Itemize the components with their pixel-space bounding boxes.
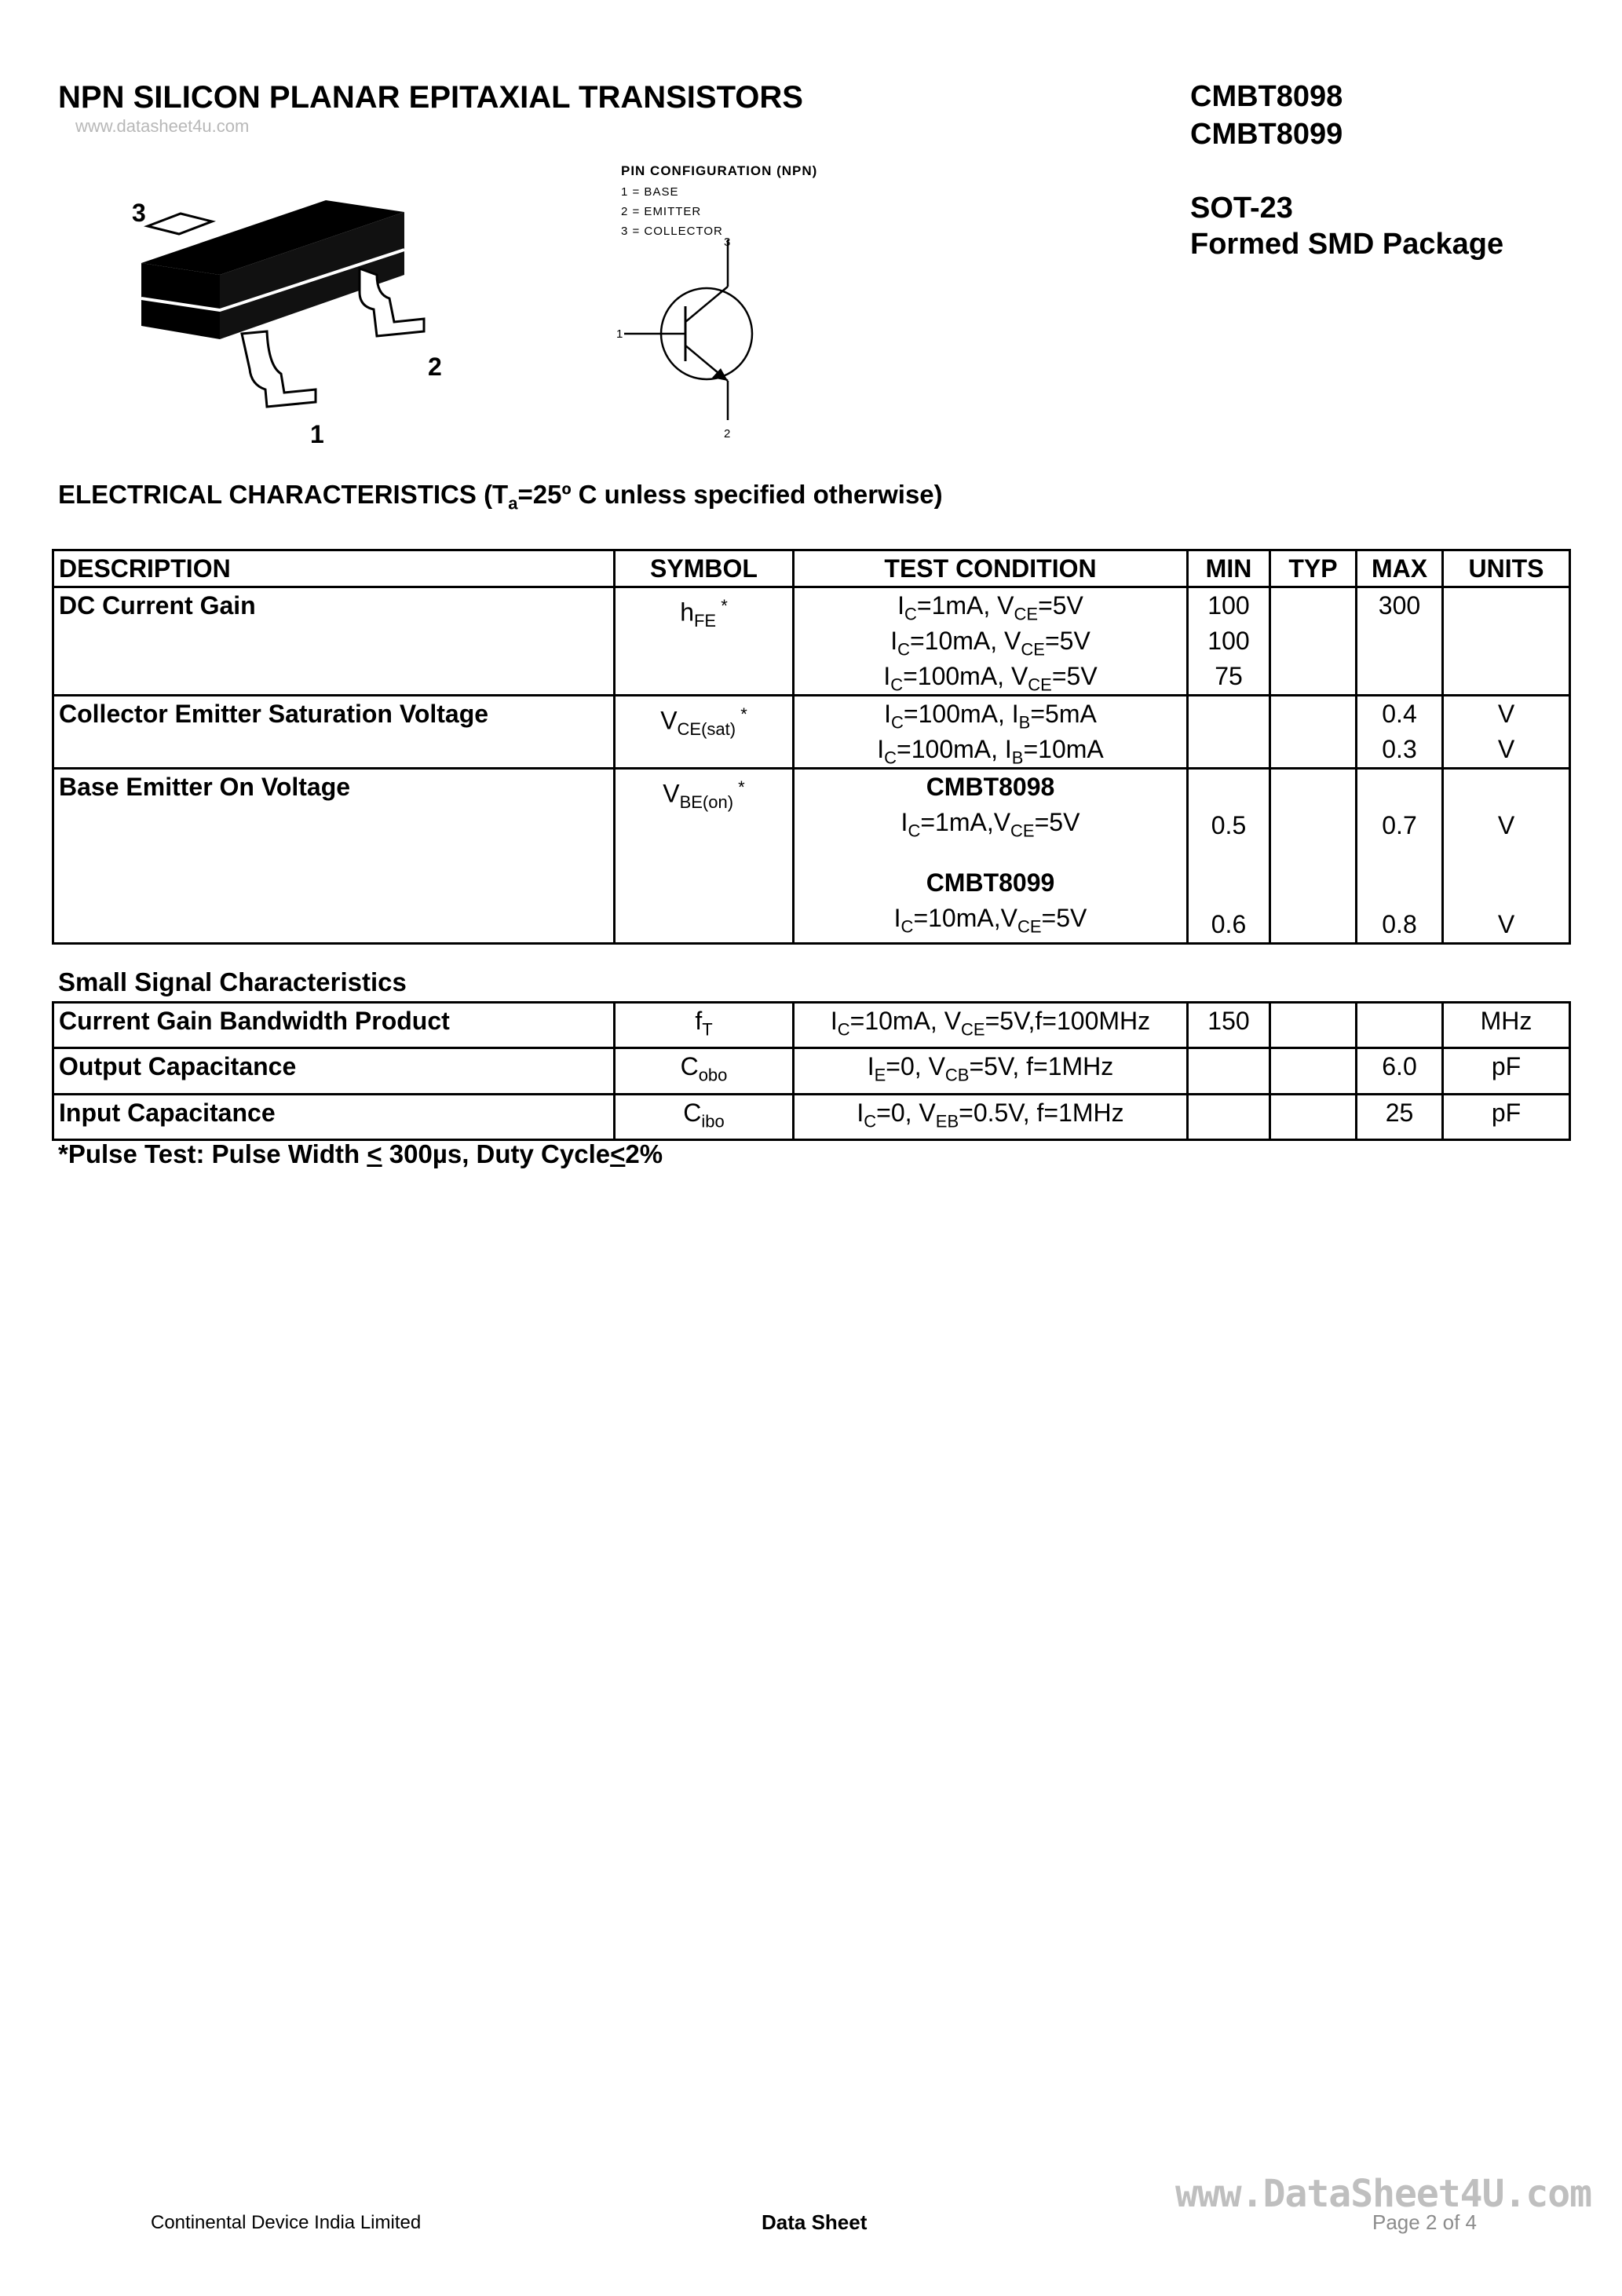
row-units: MHz [1443, 1003, 1570, 1048]
row-description: Current Gain Bandwidth Product [53, 1003, 615, 1048]
row-units [1443, 587, 1570, 696]
row-units: V V [1443, 696, 1570, 769]
row-symbol: $C_{obo}$ [615, 1048, 794, 1094]
pin-1-label: 1 [310, 420, 324, 448]
table-row [53, 1094, 1570, 1139]
page-title: NPN SILICON PLANAR EPITAXIAL TRANSISTORS [58, 80, 803, 115]
pin-config-line-2: 2 = EMITTER [621, 205, 702, 218]
row-test-condition: CMBT8098 $I_C=1mA,V_{CE}=5V$ CMBT8099 $I_C=10mA,V_{CE}=5V$ [794, 769, 1188, 944]
row-description: Input Capacitance [53, 1094, 615, 1139]
header-test-condition: TEST CONDITION [794, 550, 1188, 587]
row-typ [1270, 1048, 1357, 1094]
header-min: MIN [1188, 550, 1270, 587]
header-typ: TYP [1270, 550, 1357, 587]
table-row [53, 696, 1570, 769]
part-number-1: CMBT8098 [1190, 80, 1343, 113]
row-units: V V [1443, 769, 1570, 944]
row-description: Collector Emitter Saturation Voltage [53, 696, 615, 769]
electrical-characteristics-table [52, 549, 1571, 945]
row-min: 100 100 75 [1188, 587, 1270, 696]
pin-config-title: PIN CONFIGURATION (NPN) [621, 163, 818, 178]
row-max: 0.7 0.8 [1357, 769, 1443, 944]
symbol-base-pin: 1 [616, 327, 623, 341]
pin-2-label: 2 [428, 353, 442, 381]
table-row [53, 587, 1570, 696]
footer-company: Continental Device India Limited [151, 2212, 422, 2233]
symbol-collector-pin: 3 [724, 236, 731, 249]
header-symbol: SYMBOL [615, 550, 794, 587]
row-typ [1270, 1003, 1357, 1048]
row-typ [1270, 696, 1357, 769]
row-description: Base Emitter On Voltage [53, 769, 615, 944]
symbol-emitter-pin: 2 [724, 427, 731, 440]
row-test-condition: $I_E=0$, $V_{CB}=5V$, f=1MHz [794, 1048, 1188, 1094]
pin-config-line-3: 3 = COLLECTOR [621, 225, 723, 238]
header-max: MAX [1357, 550, 1443, 587]
part-number-2: CMBT8099 [1190, 118, 1343, 151]
top-watermark: www.datasheet4u.com [75, 116, 250, 136]
package-description: Formed SMD Package [1190, 228, 1504, 261]
row-description: Output Capacitance [53, 1048, 615, 1094]
row-max: 300 [1357, 587, 1443, 696]
bottom-watermark: www.DataSheet4U.com [1175, 2172, 1592, 2216]
header-units: UNITS [1443, 550, 1570, 587]
table-header-row [53, 550, 1570, 587]
row-min [1188, 696, 1270, 769]
row-symbol: $V_{BE(on)}$ * [615, 769, 794, 944]
header-description: DESCRIPTION [53, 550, 615, 587]
small-signal-table [52, 1001, 1571, 1141]
pulse-test-note: *Pulse Test: Pulse Width < 300µs, Duty Cycle<2% [58, 1139, 663, 1168]
row-typ [1270, 587, 1357, 696]
row-description: DC Current Gain [53, 587, 615, 696]
package-type: SOT-23 [1190, 192, 1293, 225]
footer-page-number: Page 2 of 4 [1372, 2210, 1477, 2234]
row-min [1188, 1048, 1270, 1094]
footer-doc-type: Data Sheet [762, 2210, 868, 2234]
row-units: pF [1443, 1094, 1570, 1139]
table-row [53, 1003, 1570, 1048]
table-row [53, 1048, 1570, 1094]
row-min: 150 [1188, 1003, 1270, 1048]
row-min: 0.5 0.6 [1188, 769, 1270, 944]
row-symbol: $f_T$ [615, 1003, 794, 1048]
row-max [1357, 1003, 1443, 1048]
row-max: 0.4 0.3 [1357, 696, 1443, 769]
row-test-condition: $I_C=1mA$, $V_{CE}=5V$ $I_C=10mA$, $V_{CE}=5V$ $I_C=100mA$, $V_{CE}=5V$ [794, 587, 1188, 696]
pin-config-line-1: 1 = BASE [621, 185, 679, 199]
row-typ [1270, 1094, 1357, 1139]
row-units: pF [1443, 1048, 1570, 1094]
table-row [53, 769, 1570, 944]
row-min [1188, 1094, 1270, 1139]
row-typ [1270, 769, 1357, 944]
row-max: 25 [1357, 1094, 1443, 1139]
row-test-condition: $I_C=0$, $V_{EB}=0.5V$, f=1MHz [794, 1094, 1188, 1139]
row-test-condition: $I_C=10mA$, $V_{CE}=5V,f=100MHz$ [794, 1003, 1188, 1048]
electrical-characteristics-heading: ELECTRICAL CHARACTERISTICS ($T_a=25º$ C unless specified otherwise) [58, 480, 943, 514]
small-signal-heading: Small Signal Characteristics [58, 967, 407, 996]
row-test-condition: $I_C=100mA$, $I_B=5mA$ $I_C=100mA$, $I_B=10mA$ [794, 696, 1188, 769]
pin-3-label: 3 [132, 199, 146, 227]
row-symbol: $h_{FE}$ * [615, 587, 794, 696]
npn-transistor-symbol [616, 232, 797, 440]
row-max: 6.0 [1357, 1048, 1443, 1094]
sot23-package-drawing [110, 157, 455, 455]
row-symbol: $C_{ibo}$ [615, 1094, 794, 1139]
row-symbol: $V_{CE(sat)}$ * [615, 696, 794, 769]
